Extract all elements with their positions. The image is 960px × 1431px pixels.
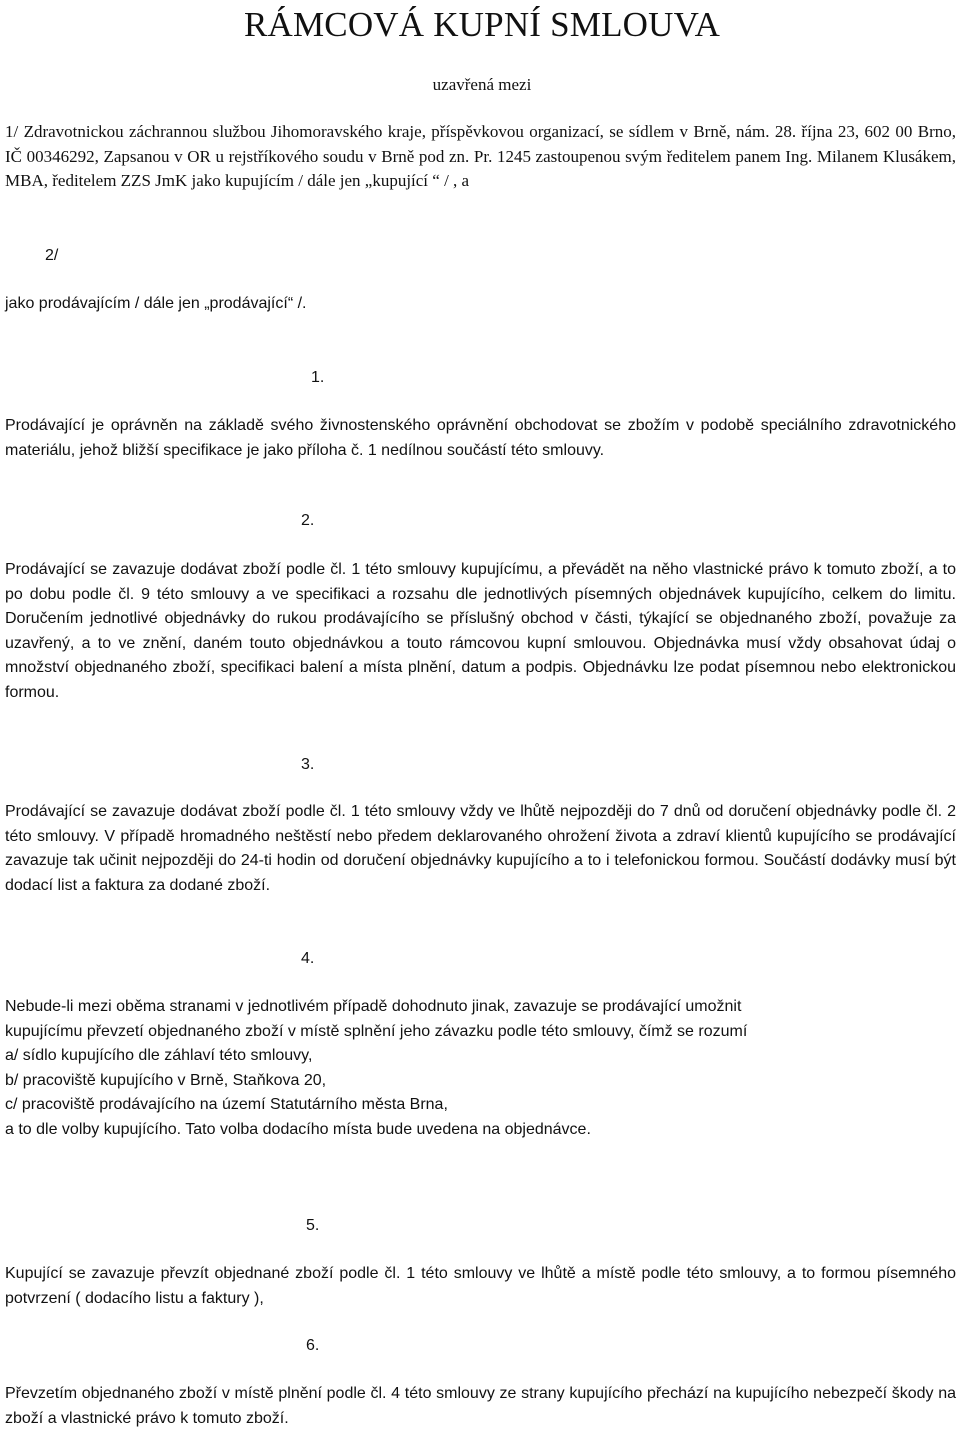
section-4-item-b: b/ pracoviště kupujícího v Brně, Staňkova 20, (5, 1071, 327, 1089)
section-6-number: 6. (306, 1337, 320, 1354)
seller-paragraph: jako prodávajícím / dále jen „prodávající“ /. (5, 295, 307, 312)
party-1-paragraph: 1/ Zdravotnickou záchrannou službou Jihomoravského kraje, příspěvkovou organizací, se sídlem v Brně, nám. 28. října 23, 602 00 Brno, IČ 00346292, Zapsanou v OR u rejstříkového soudu v Brně pod zn. Pr. 1245 zastoupenou svým ředitelem panem Ing. Milanem Klusákem, MBA, ředitelem ZZS JmK jako kupujícím / dále jen „kupující “ / , a (5, 122, 956, 190)
section-4-line-1: Nebude-li mezi oběma stranami v jednotlivém případě dohodnuto jinak, zavazuje se prodávající umožnit (5, 998, 742, 1015)
section-3-text: Prodávající se zavazuje dodávat zboží podle čl. 1 této smlouvy vždy ve lhůtě nejpozději do 7 dnů od doručení objednávky podle čl. 2 této smlouvy. V případě hromadného neštěstí nebo předem deklarovaného ohrožení života a zdraví klientů kupujícího se prodávající zavazuje tak učinit nejpozději do 24-ti hodin od doručení objednávky kupujícího a to i telefonickou formou. Součástí dodávky musí být dodací list a faktura za dodané zboží. (5, 803, 956, 894)
section-4-item-a: a/ sídlo kupujícího dle záhlaví této smlouvy, (5, 1047, 313, 1064)
section-4-line-2: kupujícímu převzetí objednaného zboží v místě splnění jeho závazku podle této smlouvy, čímž se rozumí (5, 1022, 748, 1040)
section-6-text: Převzetím objednaného zboží v místě plnění podle čl. 4 této smlouvy ze strany kupujícího přechází na kupujícího nebezpečí škody na zboží a vlastnické právo k tomuto zboží. (5, 1385, 956, 1427)
document-subtitle: uzavřená mezi (432, 75, 532, 94)
section-2-number: 2. (301, 512, 315, 529)
document-title: RÁMCOVÁ KUPNÍ SMLOUVA (243, 5, 721, 44)
section-4-line-6: a to dle volby kupujícího. Tato volba dodacího místa bude uvedena na objednávce. (5, 1120, 591, 1138)
section-4-number: 4. (301, 950, 315, 967)
section-1-text: Prodávající je oprávněn na základě svého živnostenského oprávnění obchodovat se zbožím v podobě speciálního zdravotnického materiálu, jehož bližší specifikace je jako příloha č. 1 nedílnou součástí této smlouvy. (5, 417, 956, 459)
section-3-number: 3. (301, 756, 315, 773)
section-5-text: Kupující se zavazuje převzít objednané zboží podle čl. 1 této smlouvy ve lhůtě a místě podle této smlouvy, a to formou písemného potvrzení ( dodacího listu a faktury ), (5, 1265, 956, 1307)
party-2-label: 2/ (45, 247, 59, 264)
section-1-number: 1. (311, 369, 325, 386)
section-2-text: Prodávající se zavazuje dodávat zboží podle čl. 1 této smlouvy kupujícímu, a převádět na něho vlastnické právo k tomuto zboží, a to po dobu podle čl. 9 této smlouvy a ve specifikaci a rozsahu dle jednotlivých písemných objednávek kupujícího, celkem do limitu. Doručením jednotlivé objednávky do rukou prodávajícího se příslušný obchod v části, týkající se objednaného zboží, považuje za uzavřený, a to ve znění, daném touto objednávkou a touto rámcovou kupní smlouvou. Objednávka musí vždy obsahovat údaj o množství objednaného zboží, specifikaci balení a místa plnění, datum a podpis. Objednávku lze podat písemnou nebo elektronickou formou. (5, 561, 956, 701)
section-4-text (5, 995, 956, 1142)
section-5-number: 5. (306, 1217, 320, 1234)
section-4-item-c: c/ pracoviště prodávajícího na území Statutárního města Brna, (5, 1096, 448, 1113)
